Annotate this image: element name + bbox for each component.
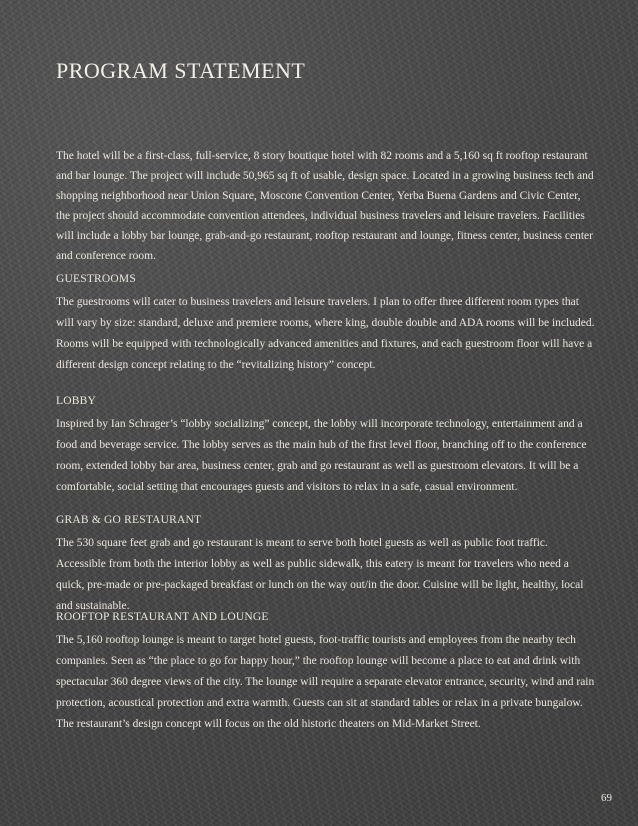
- section-lobby: [56, 392, 596, 498]
- section-body-lobby: Inspired by Ian Schrager’s “lobby socializing” concept, the lobby will incorporate technology, entertainment and a food and beverage service. The lobby serves as the main hub of the first level floor, branching off to the conference room, extended lobby bar area, business center, grab and go restaurant as well as guestroom elevators. It will be a comfortable, social setting that encourages guests and visitors to relax in a safe, casual environment.: [56, 418, 587, 493]
- document-page: [56, 0, 596, 826]
- page-title: PROGRAM STATEMENT: [56, 58, 306, 83]
- section-heading-lobby: LOBBY: [56, 395, 96, 407]
- section-heading-grab-go: GRAB & GO RESTAURANT: [56, 514, 202, 526]
- intro-paragraph: The hotel will be a first-class, full-service, 8 story boutique hotel with 82 rooms and a 5,160 sq ft rooftop restaurant and bar lounge. The project will include 50,965 sq ft of usable, design space. Located in a growing business tech and shopping neighborhood near Union Square, Moscone Convention Center, Yerba Buena Gardens and Civic Center, the project should accommodate convention attendees, individual business travelers and leisure travelers. Facilities will include a lobby bar lounge, grab-and-go restaurant, rooftop restaurant and lounge, fitness center, business center and conference room.: [56, 150, 594, 262]
- section-rooftop: [56, 608, 596, 735]
- section-heading-rooftop: ROOFTOP RESTAURANT AND LOUNGE: [56, 611, 269, 623]
- section-body-guestrooms: The guestrooms will cater to business travelers and leisure travelers. I plan to offer three different room types that will vary by size: standard, deluxe and premiere rooms, where king, double double and ADA rooms will be included. Rooms will be equipped with technologically advanced amenities and fixtures, and each guestroom floor will have a different design concept relating to the “revitalizing history” concept.: [56, 296, 595, 371]
- section-body-grab-go: The 530 square feet grab and go restaurant is meant to serve both hotel guests as well as public foot traffic. Accessible from both the interior lobby as well as public sidewalk, this eatery is meant for travelers who need a quick, pre-made or pre-packaged breakfast or lunch on the way out/in the door. Cuisine will be light, healthy, local and sustainable.: [56, 537, 584, 612]
- section-grab-go: [56, 511, 596, 617]
- section-heading-guestrooms: GUESTROOMS: [56, 273, 136, 285]
- section-body-rooftop: The 5,160 rooftop lounge is meant to target hotel guests, foot-traffic tourists and employees from the nearby tech companies. Seen as “the place to go for happy hour,” the rooftop lounge will become a place to eat and drink with spectacular 360 degree views of the city. The lounge will require a separate elevator entrance, security, wind and rain protection, acoustical protection and extra warmth. Guests can sit at standard tables or relax in a private bungalow. The restaurant’s design concept will focus on the old historic theaters on Mid-Market Street.: [56, 634, 595, 730]
- section-guestrooms: [56, 270, 596, 376]
- page-number: 69: [601, 792, 612, 804]
